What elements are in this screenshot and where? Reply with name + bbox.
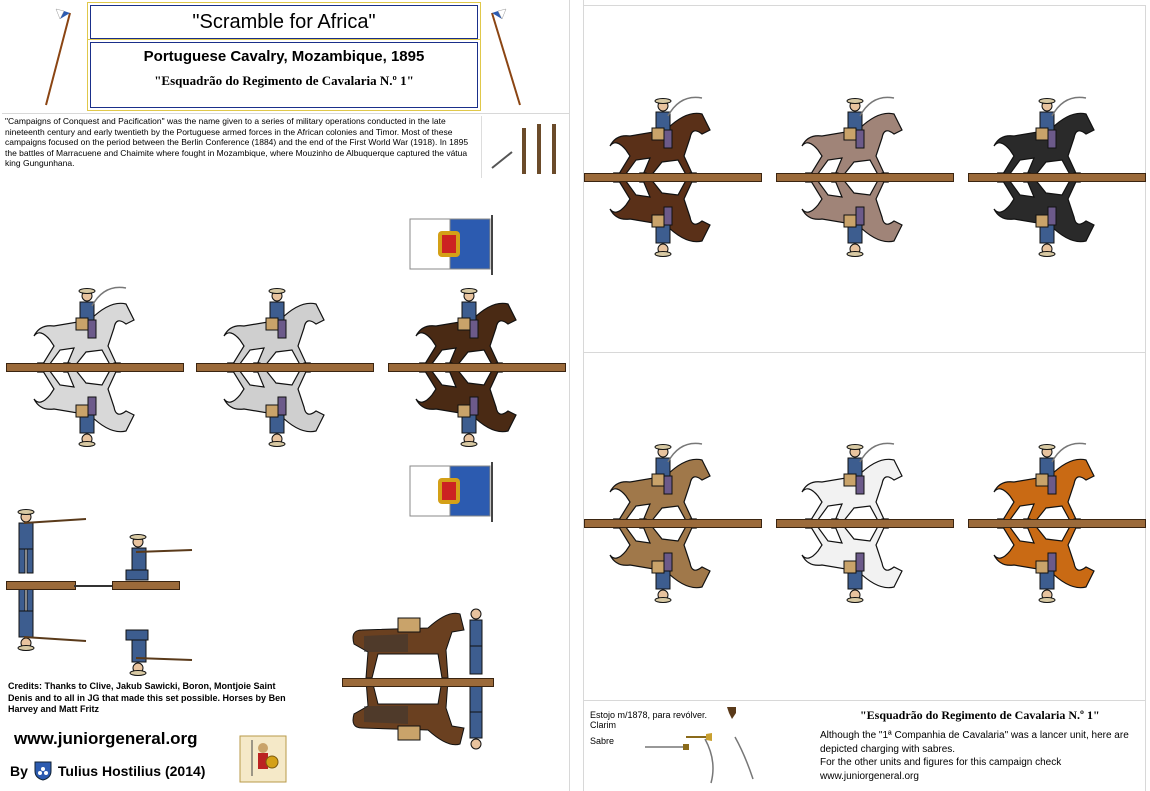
right-lance-icon xyxy=(486,5,526,110)
right-description xyxy=(820,729,1145,783)
divider-top xyxy=(2,113,570,114)
portuguese-flag-reflected-icon xyxy=(410,462,500,522)
logo-icon xyxy=(240,736,286,782)
title-box xyxy=(90,5,478,39)
divider-right-top xyxy=(583,5,1146,6)
cavalry-top-base-3 xyxy=(968,173,1146,182)
infantry-standing-base xyxy=(6,581,76,590)
divider-right-bottom xyxy=(583,700,1146,701)
holster-icon xyxy=(726,706,738,720)
cavalry-figure-standard-bearer-base xyxy=(388,363,566,372)
author-line xyxy=(10,761,205,781)
divider-vertical-right xyxy=(583,0,584,791)
divider-right-edge xyxy=(1145,5,1146,791)
subtitle-box xyxy=(90,42,478,108)
cavalry-top-base-1 xyxy=(584,173,762,182)
cavalry-bottom-base-1 xyxy=(584,519,762,528)
page-title: "Scramble for Africa" xyxy=(192,11,376,33)
cavalry-bottom-base-3 xyxy=(968,519,1146,528)
author-prefix: By xyxy=(10,763,28,779)
rifle-divider xyxy=(74,585,112,587)
right-text-1: Although the "1ª Companhia de Cavalaria" was a lancer unit, here are depicted charging with sabres. xyxy=(820,730,1129,755)
cavalry-bottom-base-2 xyxy=(776,519,954,528)
page-subtitle: Portuguese Cavalry, Mozambique, 1895 xyxy=(143,48,425,65)
weapons-icon xyxy=(488,118,568,178)
unit-name: "Esquadrão do Regimento de Cavalaria N.º 1" xyxy=(154,73,414,88)
divider-right-mid xyxy=(583,352,1146,353)
shield-icon xyxy=(34,761,52,781)
right-text-3[interactable]: www.juniorgeneral.org xyxy=(820,770,919,782)
infantry-figure-kneeling xyxy=(122,530,202,680)
credits-text: Credits: Thanks to Clive, Jakub Sawicki, Boron, Montjoie Saint Denis and to all in JG that made this set possible. Horses by Ben Harvey and Matt Fritz xyxy=(8,681,286,714)
infantry-kneeling-base xyxy=(112,581,180,590)
intro-text: "Campaigns of Conquest and Pacification" was the name given to a series of military operations conducted in the late nineteenth century and early twentieth by the Portuguese armed forces in the African colonies and Timor. Most of these campaigns focused on the period between the Berlin Conference (1884) and the end of the First World War (1918). In 1895 the battles of Marracuene and Chaimite where fought in Mozambique, where Mouzinho de Albuquerque captured the vátua king Gungunhana. xyxy=(5,116,482,178)
dismounted-horses-base xyxy=(342,678,494,687)
infantry-figure-standing xyxy=(10,505,90,655)
cavalry-top-base-2 xyxy=(776,173,954,182)
legend-sabre: Sabre xyxy=(590,736,615,746)
left-lance-icon xyxy=(40,5,80,110)
author-name: Tulius Hostilius (2014) xyxy=(57,763,206,779)
right-text-2: For the other units and figures for this campaign check xyxy=(820,757,1062,768)
website-link[interactable]: www.juniorgeneral.org xyxy=(14,729,198,748)
cavalry-figure-officer-base xyxy=(6,363,184,372)
legend-clarim: Clarim xyxy=(590,720,616,730)
sabre-icon xyxy=(645,735,765,787)
divider-vertical-left xyxy=(569,0,570,791)
right-title: "Esquadrão do Regimento de Cavalaria N.º 1" xyxy=(860,708,1100,722)
portuguese-flag-icon xyxy=(410,215,500,275)
cavalry-figure-bugler-base xyxy=(196,363,374,372)
legend-estojo: Estojo m/1878, para revólver. xyxy=(590,710,708,720)
